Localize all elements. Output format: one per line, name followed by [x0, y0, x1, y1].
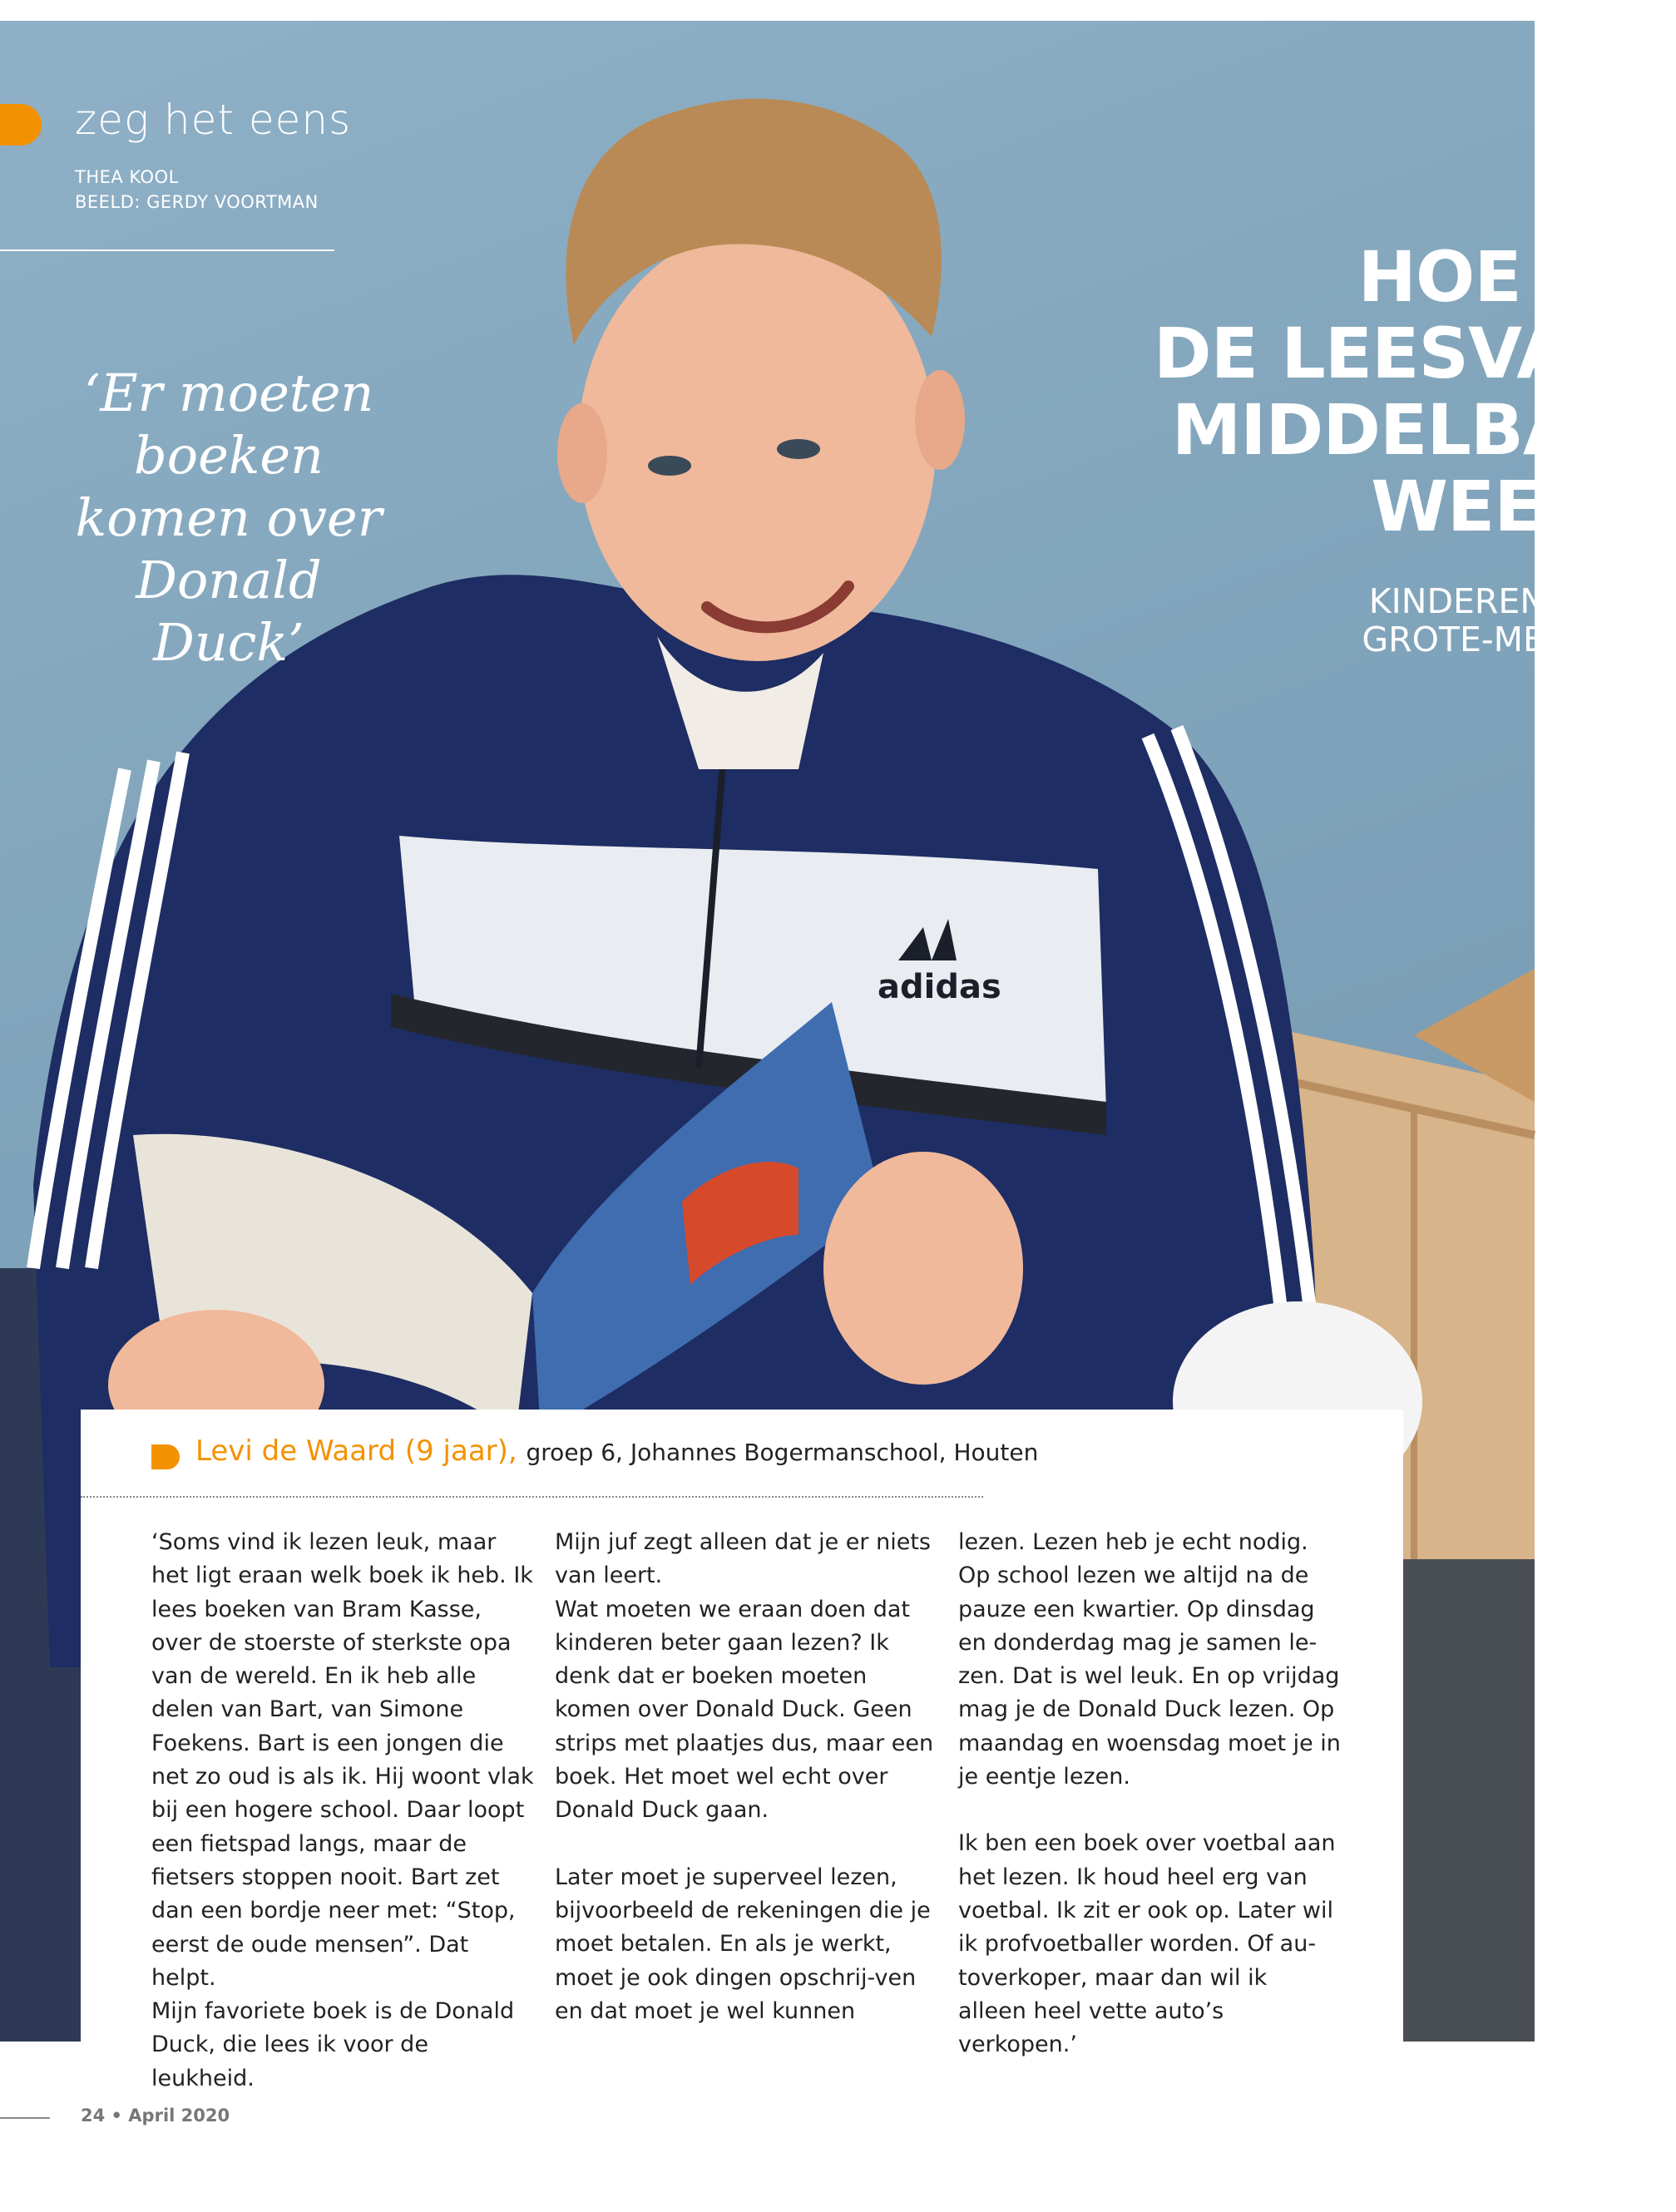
paragraph: Mijn juf zegt alleen dat je er niets van leert. — [555, 1529, 931, 1589]
author-credit: THEA KOOL — [75, 167, 179, 187]
headline-line: HOE KRI — [1357, 236, 1676, 318]
adidas-logo: adidas — [878, 968, 1001, 1006]
text-column-1 — [151, 1526, 534, 2096]
interview-card — [81, 1410, 1403, 2091]
credit-divider — [0, 249, 334, 251]
pull-quote-line: Duck’ — [153, 612, 304, 673]
headline — [944, 236, 1676, 547]
text-column-2 — [555, 1526, 937, 2028]
page-footer — [81, 2106, 230, 2126]
pull-quote-line: boeken — [134, 425, 324, 486]
face — [578, 229, 936, 661]
interviewee-name: Levi de Waard (9 jaar), — [195, 1434, 517, 1468]
subheadline-line: GROTE-MENSEN- — [1362, 620, 1651, 659]
pull-quote-line: komen over — [75, 487, 383, 548]
photographer-credit: BEELD: GERDY VOORTMAN — [75, 192, 319, 212]
paragraph: lezen. Lezen heb je echt nodig. Op school lezen we altijd na de pauze een kwartier. Op dinsdag en donderdag mag je samen le-zen. Dat is wel leuk. En op vrijdag mag je de Donald Duck lezen. Op maandag en woensdag moet je in je eentje lezen. — [958, 1529, 1341, 1790]
pull-quote-line: Donald — [136, 550, 322, 610]
dotted-divider — [81, 1496, 983, 1498]
paragraph: Ik ben een boek over voetbal aan het lezen. Ik houd heel erg van voetbal. Ik zit er ook op. Later wil ik profvoetballer worden. Of au-toverkoper, maar dan wil ik alleen heel vette auto’s verkopen.’ — [958, 1830, 1336, 2058]
interviewee-heading — [195, 1434, 1038, 1468]
paragraph: Mijn favoriete boek is de Donald Duck, die lees ik voor de leukheid. — [151, 1998, 515, 2091]
subheadline-line: KINDEREN EN JO — [1368, 581, 1651, 621]
section-title: zeg het eens — [75, 96, 352, 144]
paragraph: Later moet je superveel lezen, bijvoorbeeld de rekeningen die je moet betalen. En als je werkt, moet je ook dingen opschrij-ven en dat moet je wel kunnen — [555, 1864, 931, 2024]
subheadline — [1027, 581, 1651, 659]
headline-line: WEER O — [1371, 466, 1676, 547]
interviewee-arrow-icon — [151, 1444, 180, 1469]
paragraph: Wat moeten we eraan doen dat kinderen beter gaan lezen? Ik denk dat er boeken moeten komen over Donald Duck. Geen strips met plaatjes dus, maar een boek. Het moet wel echt over Donald Duck gaan. — [555, 1596, 934, 1824]
footer-separator: • — [111, 2106, 122, 2126]
paragraph: ‘Soms vind ik lezen leuk, maar het ligt eraan welk boek ik heb. Ik lees boeken van Bram Kasse, over de stoerste of sterkste opa van de wereld. En ik heb alle delen van Bart, van Simone Foekens. Bart is een jongen die net zo oud is als ik. Hij woont vlak bij een hogere school. Daar loopt een fietspad langs, maar de fietsers stoppen nooit. Bart zet dan een bordje neer met: “Stop, eerst de oude mensen”. Dat helpt. — [151, 1529, 534, 1991]
pull-quote-line: ‘Er moeten — [83, 363, 374, 423]
text-column-3 — [958, 1526, 1341, 2061]
interviewee-school: groep 6, Johannes Bogermanschool, Houten — [526, 1439, 1039, 1466]
headline-line: MIDDELBARE — [1171, 389, 1676, 471]
pull-quote — [50, 362, 408, 674]
page-number: 24 — [81, 2106, 106, 2126]
issue-date: April 2020 — [128, 2106, 230, 2126]
section-arrow-icon — [0, 104, 42, 146]
headline-line: DE LEESVAAR — [1153, 313, 1676, 394]
footer-divider — [0, 2117, 50, 2119]
